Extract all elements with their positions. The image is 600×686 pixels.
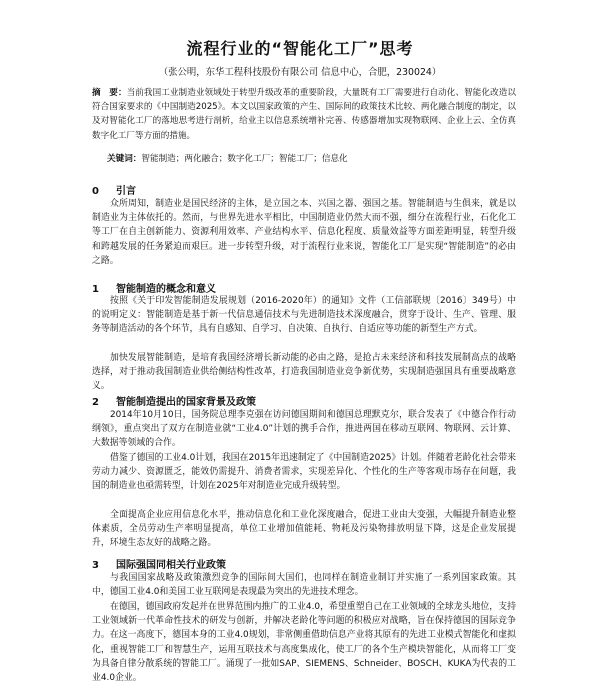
keywords-label: 关键词： — [107, 154, 142, 164]
abstract-label: 摘 要： — [92, 88, 127, 98]
abstract — [92, 86, 516, 143]
abstract-text: 当前我国工业制造业领域处于转型升级改革的重要阶段，大量既有工厂需要进行自动化、智能化改造以符合国家要求的《中国制造2025》。本文以国家政策的产生、国际间的政策技术比较、两化融合制度的制定，以及对智能化工厂的落地思考进行剖析，给业主以信息系统增补完善、传感器增加实现物联网、企业上云、全仿真数字化工厂等方面的措施。 — [92, 88, 516, 141]
section-title: 引言 — [116, 186, 136, 197]
section-number: 0 — [92, 186, 99, 197]
keywords — [107, 153, 517, 166]
paragraph: 2014年10月10日，国务院总理李克强在访问德国期间和德国总理默克尔，联合发表了《中德合作行动纲领》，重点突出了双方在制造业就“工业4.0”计划的携手合作，推进两国在移动互联网、物联网、云计算、大数据等领域的合作。 — [92, 410, 516, 449]
section-number: 2 — [92, 397, 99, 408]
paragraph: 在德国，德国政府发起并在世界范围内推广的工业4.0，希望重塑自己在工业领域的全球龙头地位，支持工业领域新一代革命性技术的研发与创新，并解决老龄化等问题的积极应对战略，旨在保持德国的国际竞争力。在这一高度下，德国本身的工业4.0规划，非常侧重借助信息产业将其原有的先进工业模式智能化和虚拟化，重视智能工厂和智慧生产，运用互联技术与高度集成化，使工厂的各个生产模块智能化，从而将工厂变为具备自律分散系统的智能工厂。涌现了一批如SAP、SIEMENS、Schneider、BOSCH、KUKA为代表的工业4.0企业。 — [92, 602, 516, 684]
section-title: 智能制造的概念和意义 — [116, 284, 216, 295]
section-heading — [92, 182, 136, 197]
section-heading — [92, 393, 256, 408]
author-line: （张公明，东华工程科技股份有限公司 信息中心，合肥，230024） — [158, 67, 442, 78]
paragraph: 加快发展智能制造，是培育我国经济增长新动能的必由之路，是抢占未来经济和科技发展制高点的战略选择，对于推动我国制造业供给侧结构性改革，打造我国制造业竞争新优势，实现制造强国具有重要战略意义。 — [92, 353, 516, 392]
paragraph: 与我国国家战略及政策激烈竞争的国际间大国们，也同样在制造业制订并实施了一系列国家政策。其中，德国工业4.0和美国工业互联网是表现最为突出的先进技术理念。 — [92, 573, 516, 598]
section-heading — [92, 280, 216, 295]
paragraph: 全面提高企业应用信息化水平，推动信息化和工业化深度融合，促进工业由大变强，大幅提升制造业整体素质，全员劳动生产率明显提高，单位工业增加值能耗、物耗及污染物排放明显下降，这是企业发展提升，环境生态友好的战略之路。 — [92, 510, 516, 549]
section-title: 智能制造提出的国家背景及政策 — [116, 397, 256, 408]
paragraph: 众所周知，制造业是国民经济的主体，是立国之本、兴国之器、强国之基。智能制造与生俱来，就是以制造业为主体依托的。然而，与世界先进水平相比，中国制造业仍然大而不强，细分在流程行业，石化化工等工厂在自主创新能力、资源利用效率、产业结构水平、信息化程度、质量效益等方面差距明显，转型升级和跨越发展的任务紧迫而艰巨。进一步转型升级，对于流程行业来说，智能化工厂是实现“智能制造”的必由之路。 — [92, 199, 516, 266]
paper-title: 流程行业的“智能化工厂”思考 — [186, 39, 414, 58]
paragraph: 按照《关于印发智能制造发展规划（2016-2020年）的通知》文件（工信部联规〔2016〕349号）中的说明定义：智能制造是基于新一代信息通信技术与先进制造技术深度融合，贯穿于设计、生产、管理、服务等制造活动的各个环节，具有自感知、自学习、自决策、自执行、自适应等功能的新型生产方式。 — [92, 296, 516, 335]
section-number: 1 — [92, 284, 99, 295]
keywords-text: 智能制造；两化融合；数字化工厂；智能工厂；信息化 — [141, 154, 348, 164]
section-number: 3 — [92, 560, 99, 571]
section-title: 国际强国同相关行业政策 — [116, 560, 226, 571]
section-heading — [92, 556, 226, 571]
paragraph: 借鉴了德国的工业4.0计划，我国在2015年迅速制定了《中国制造2025》计划。伴随着老龄化社会带来劳动力减少、资源匮乏，能效仍需提升、消费者需求，实现差异化、个性化的生产等客观市场存在问题，我国的制造业也亟需转型，计划在2025年对制造业完成升级转型。 — [92, 453, 516, 492]
